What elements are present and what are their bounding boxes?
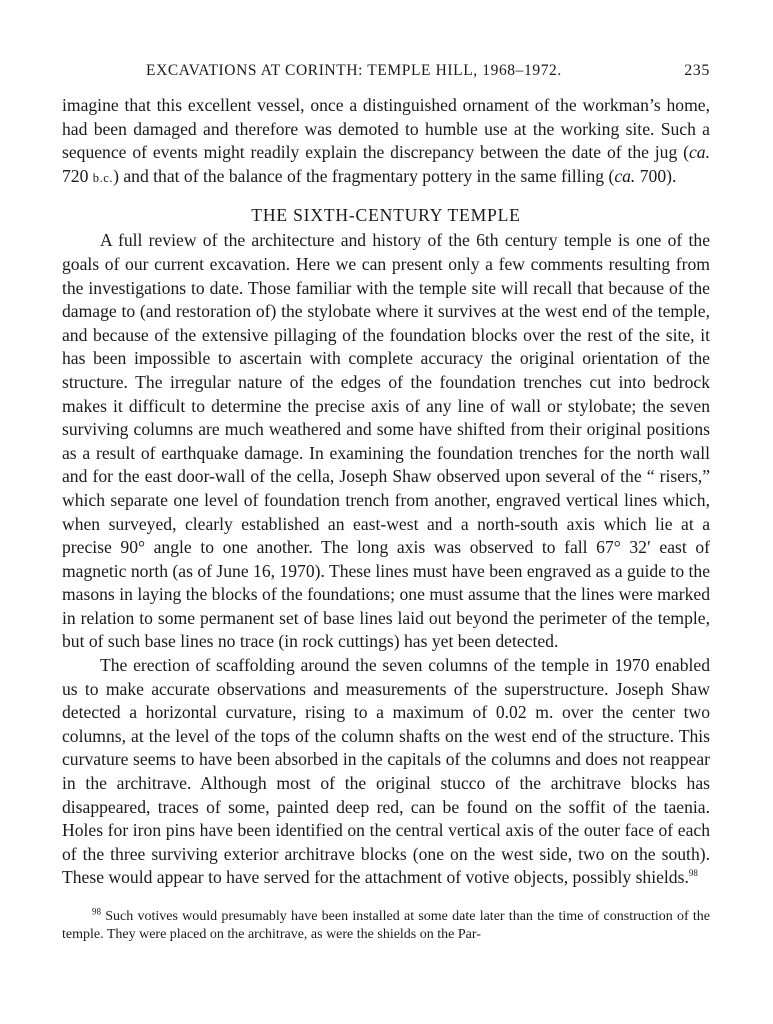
footnote-reference: 98 — [688, 868, 698, 879]
page — [62, 58, 710, 944]
intro-text-4: 700). — [635, 165, 677, 186]
intro-text-1: imagine that this excellent vessel, once a distinguished ornament of the workman’s home, had been damaged and therefore was demoted to humble use at the working site. Such a sequence of events might readily explain the discrepancy between the date of the jug ( — [62, 95, 710, 163]
running-head — [62, 58, 710, 84]
footnote — [62, 908, 710, 944]
footnote-text: Such votives would presumably have been installed at some date later than the time of construction of the temple. They were placed on the architrave, as were the shields on the Par- — [62, 909, 710, 942]
intro-text-3: ) and that of the balance of the fragmentary pottery in the same filling ( — [113, 165, 615, 186]
intro-ca-2: ca. — [614, 165, 636, 186]
paragraph-review: A full review of the architecture and history of the 6th century temple is one of the goals of our current excavation. Here we can present only a few comments resulting from the investigations to date. Those familiar with the temple site will recall that because of the damage to (and restoration of) the stylobate where it survives at the west end of the temple, and because of the extensive pillaging of the foundation blocks over the rest of the site, it has been impossible to ascertain with complete accuracy the original orientation of the structure. The irregular nature of the edges of the foundation trenches cut into bedrock makes it difficult to determine the precise axis of any line of wall or stylobate; the seven surviving columns are much weathered and some have shifted from their original positions as a result of earthquake damage. In examining the foundation trenches for the north wall and for the east door-wall of the cella, Joseph Shaw observed upon several of the “ risers,” which separate one level of foundation trench from another, engraved vertical lines which, when surveyed, clearly established an east-west and a north-south axis which lie at a precise 90° angle to one another. The long axis was observed to fall 67° 32′ east of magnetic north (as of June 16, 1970). These lines must have been engraved as a guide to the masons in laying the blocks of the foundations; one must assume that the lines were marked in relation to some permanent set of base lines laid out beyond the perimeter of the temple, but of such base lines no trace (in rock cuttings) has yet been detected. — [62, 230, 711, 652]
page-number: 235 — [684, 62, 710, 79]
section-heading: THE SIXTH-CENTURY TEMPLE — [251, 205, 521, 226]
intro-text-2: 720 — [62, 165, 93, 186]
paragraph-intro — [62, 94, 710, 190]
intro-ca-1: ca. — [688, 142, 710, 163]
scaffolding-text: The erection of scaffolding around the seven columns of the temple in 1970 enabled us to make accurate observations and measurements of the superstructure. Joseph Shaw detected a horizontal curvature, rising to a maximum of 0.02 m. over the center two columns, at the level of the tops of the column shafts on the west end of the structure. This curvature seems to have been absorbed in the capitals of the columns and does not reappear in the architrave. Although most of the original stucco of the architrave blocks has disappeared, traces of some, painted deep red, can be found on the soffit of the taenia. Holes for iron pins have been identified on the central vertical axis of the outer face of each of the three surviving exterior architrave blocks (one on the west side, two on the south). These would appear to have served for the attachment of votive objects, possibly shields. — [62, 655, 710, 888]
running-head-title: EXCAVATIONS AT CORINTH: TEMPLE HILL, 1968–1972. — [146, 62, 562, 79]
intro-bc: b.c. — [92, 170, 114, 185]
footnote-number: 98 — [92, 906, 101, 917]
paragraph-scaffolding — [62, 654, 710, 890]
body-text — [62, 94, 710, 890]
